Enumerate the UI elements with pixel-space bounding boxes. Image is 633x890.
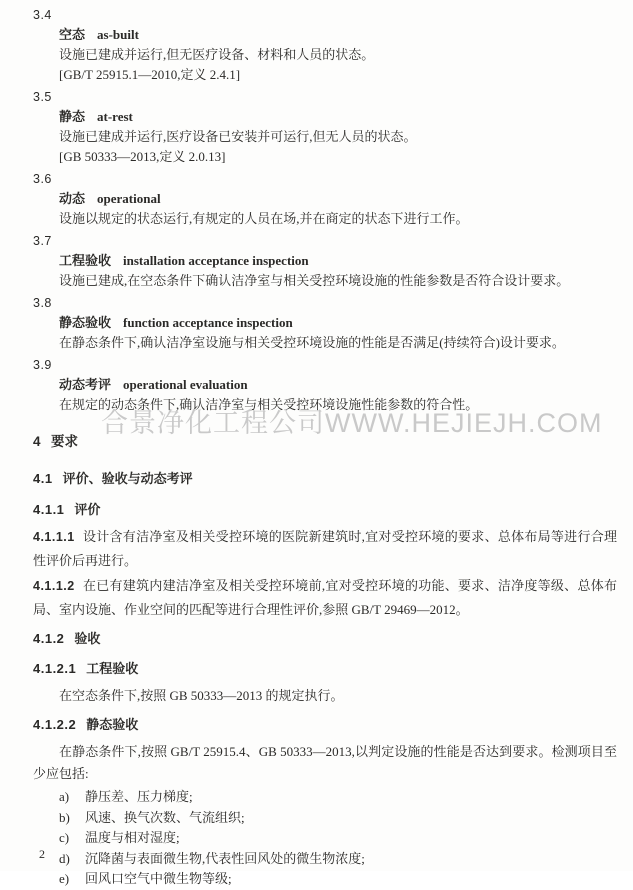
definition: 在静态条件下,确认洁净室设施与相关受控环境设施的性能是否满足(持续符合)设计要求。 <box>59 335 565 350</box>
section-4-1-heading <box>33 469 617 489</box>
list-text: 沉降菌与表面微生物,代表性回风处的微生物浓度; <box>85 850 365 866</box>
clause-3-5 <box>33 85 617 167</box>
definition: 在规定的动态条件下,确认洁净室与相关受控环境设施性能参数的符合性。 <box>59 397 479 412</box>
list-item-d <box>33 849 617 870</box>
clause-number: 3.8 <box>33 296 52 310</box>
list-label: c) <box>59 830 70 845</box>
term-en: operational evaluation <box>123 377 248 392</box>
definition: 设施已建成并运行,医疗设备已安装并可运行,但无人员的状态。 <box>59 129 417 144</box>
company-watermark: 合景净化工程公司WWW.HEJIEJH.COM <box>101 408 603 438</box>
list-text: 风速、换气次数、气流组织; <box>85 809 245 825</box>
clause-3-7 <box>33 229 617 291</box>
source-reference: [GB/T 25915.1—2010,定义 2.4.1] <box>59 67 241 82</box>
definition: 设施以规定的状态运行,有规定的人员在场,并在商定的状态下进行工作。 <box>59 211 469 226</box>
clause-number: 3.7 <box>33 234 52 248</box>
page-number: 2 <box>39 847 45 861</box>
paragraph-4-1-2-2: 在静态条件下,按照 GB/T 25915.4、GB 50333—2013,以判定设施的性能是否达到要求。检测项目至少应包括: <box>33 744 617 781</box>
list-label: b) <box>59 809 70 825</box>
list-text: 温度与相对湿度; <box>85 830 180 845</box>
clause-number: 3.4 <box>33 8 52 22</box>
section-number: 4 <box>33 434 42 449</box>
section-number: 4.1.2 <box>33 631 65 646</box>
section-4-1-2-2-heading <box>33 715 617 735</box>
term-line <box>33 375 617 395</box>
paragraph-4-1-1-2 <box>33 574 617 622</box>
section-title: 评价 <box>74 502 101 517</box>
list-text: 静压差、压力梯度; <box>85 789 193 804</box>
term-line <box>33 313 617 333</box>
term-zh: 空态 <box>59 27 86 42</box>
source-reference: [GB 50333—2013,定义 2.0.13] <box>59 149 226 164</box>
section-title: 静态验收 <box>86 717 139 732</box>
term-line <box>33 251 617 271</box>
section-4-1-1-heading <box>33 500 617 520</box>
section-title: 验收 <box>74 631 101 646</box>
section-title: 要求 <box>51 434 79 449</box>
section-title: 评价、验收与动态考评 <box>62 471 193 486</box>
list-label: a) <box>59 789 70 804</box>
term-zh: 工程验收 <box>59 253 112 268</box>
list-label: e) <box>59 871 70 886</box>
clause-number: 3.5 <box>33 90 52 104</box>
clause-number: 3.9 <box>33 358 52 372</box>
paragraph-4-1-1-1 <box>33 525 617 573</box>
section-number: 4.1 <box>33 471 53 486</box>
term-zh: 静态验收 <box>59 315 112 330</box>
term-line <box>33 25 617 45</box>
section-4-1-2-1-heading <box>33 659 617 679</box>
section-number: 4.1.2.2 <box>33 717 77 732</box>
list-item-c <box>33 828 617 849</box>
term-en: at-rest <box>97 109 133 124</box>
paragraph-text: 设计含有洁净室及相关受控环境的医院新建筑时,宜对受控环境的要求、总体布局等进行合理性评价后再进行。 <box>33 529 617 568</box>
section-number: 4.1.1 <box>33 502 65 517</box>
term-line <box>33 189 617 209</box>
term-line <box>33 107 617 127</box>
term-zh: 动态 <box>59 191 86 206</box>
inspection-item-list <box>33 787 617 890</box>
clause-3-4 <box>33 5 617 85</box>
term-zh: 静态 <box>59 109 86 124</box>
paragraph-number: 4.1.1.1 <box>33 530 75 544</box>
clause-3-8 <box>33 291 617 353</box>
clause-3-6 <box>33 167 617 229</box>
paragraph-4-1-2-1: 在空态条件下,按照 GB 50333—2013 的规定执行。 <box>59 688 344 703</box>
list-item-a <box>33 787 617 808</box>
paragraph-text: 在已有建筑内建洁净室及相关受控环境前,宜对受控环境的功能、要求、洁净度等级、总体布局、室内设施、作业空间的匹配等进行合理性评价,参照 GB/T 29469—2012。 <box>33 578 617 617</box>
term-en: function acceptance inspection <box>123 315 293 330</box>
list-label: d) <box>59 850 70 866</box>
section-title: 工程验收 <box>86 661 139 676</box>
section-number: 4.1.2.1 <box>33 661 77 676</box>
list-item-e <box>33 869 617 890</box>
paragraph-number: 4.1.1.2 <box>33 579 75 593</box>
section-4-1-2-heading <box>33 629 617 649</box>
list-text: 回风口空气中微生物等级; <box>85 871 232 886</box>
term-en: as-built <box>97 27 139 42</box>
clause-number: 3.6 <box>33 172 52 186</box>
definition: 设施已建成并运行,但无医疗设备、材料和人员的状态。 <box>59 47 375 62</box>
definition: 设施已建成,在空态条件下确认洁净室与相关受控环境设施的性能参数是否符合设计要求。 <box>59 273 570 288</box>
term-en: installation acceptance inspection <box>123 253 309 268</box>
list-item-b <box>33 808 617 829</box>
term-zh: 动态考评 <box>59 377 112 392</box>
term-en: operational <box>97 191 161 206</box>
